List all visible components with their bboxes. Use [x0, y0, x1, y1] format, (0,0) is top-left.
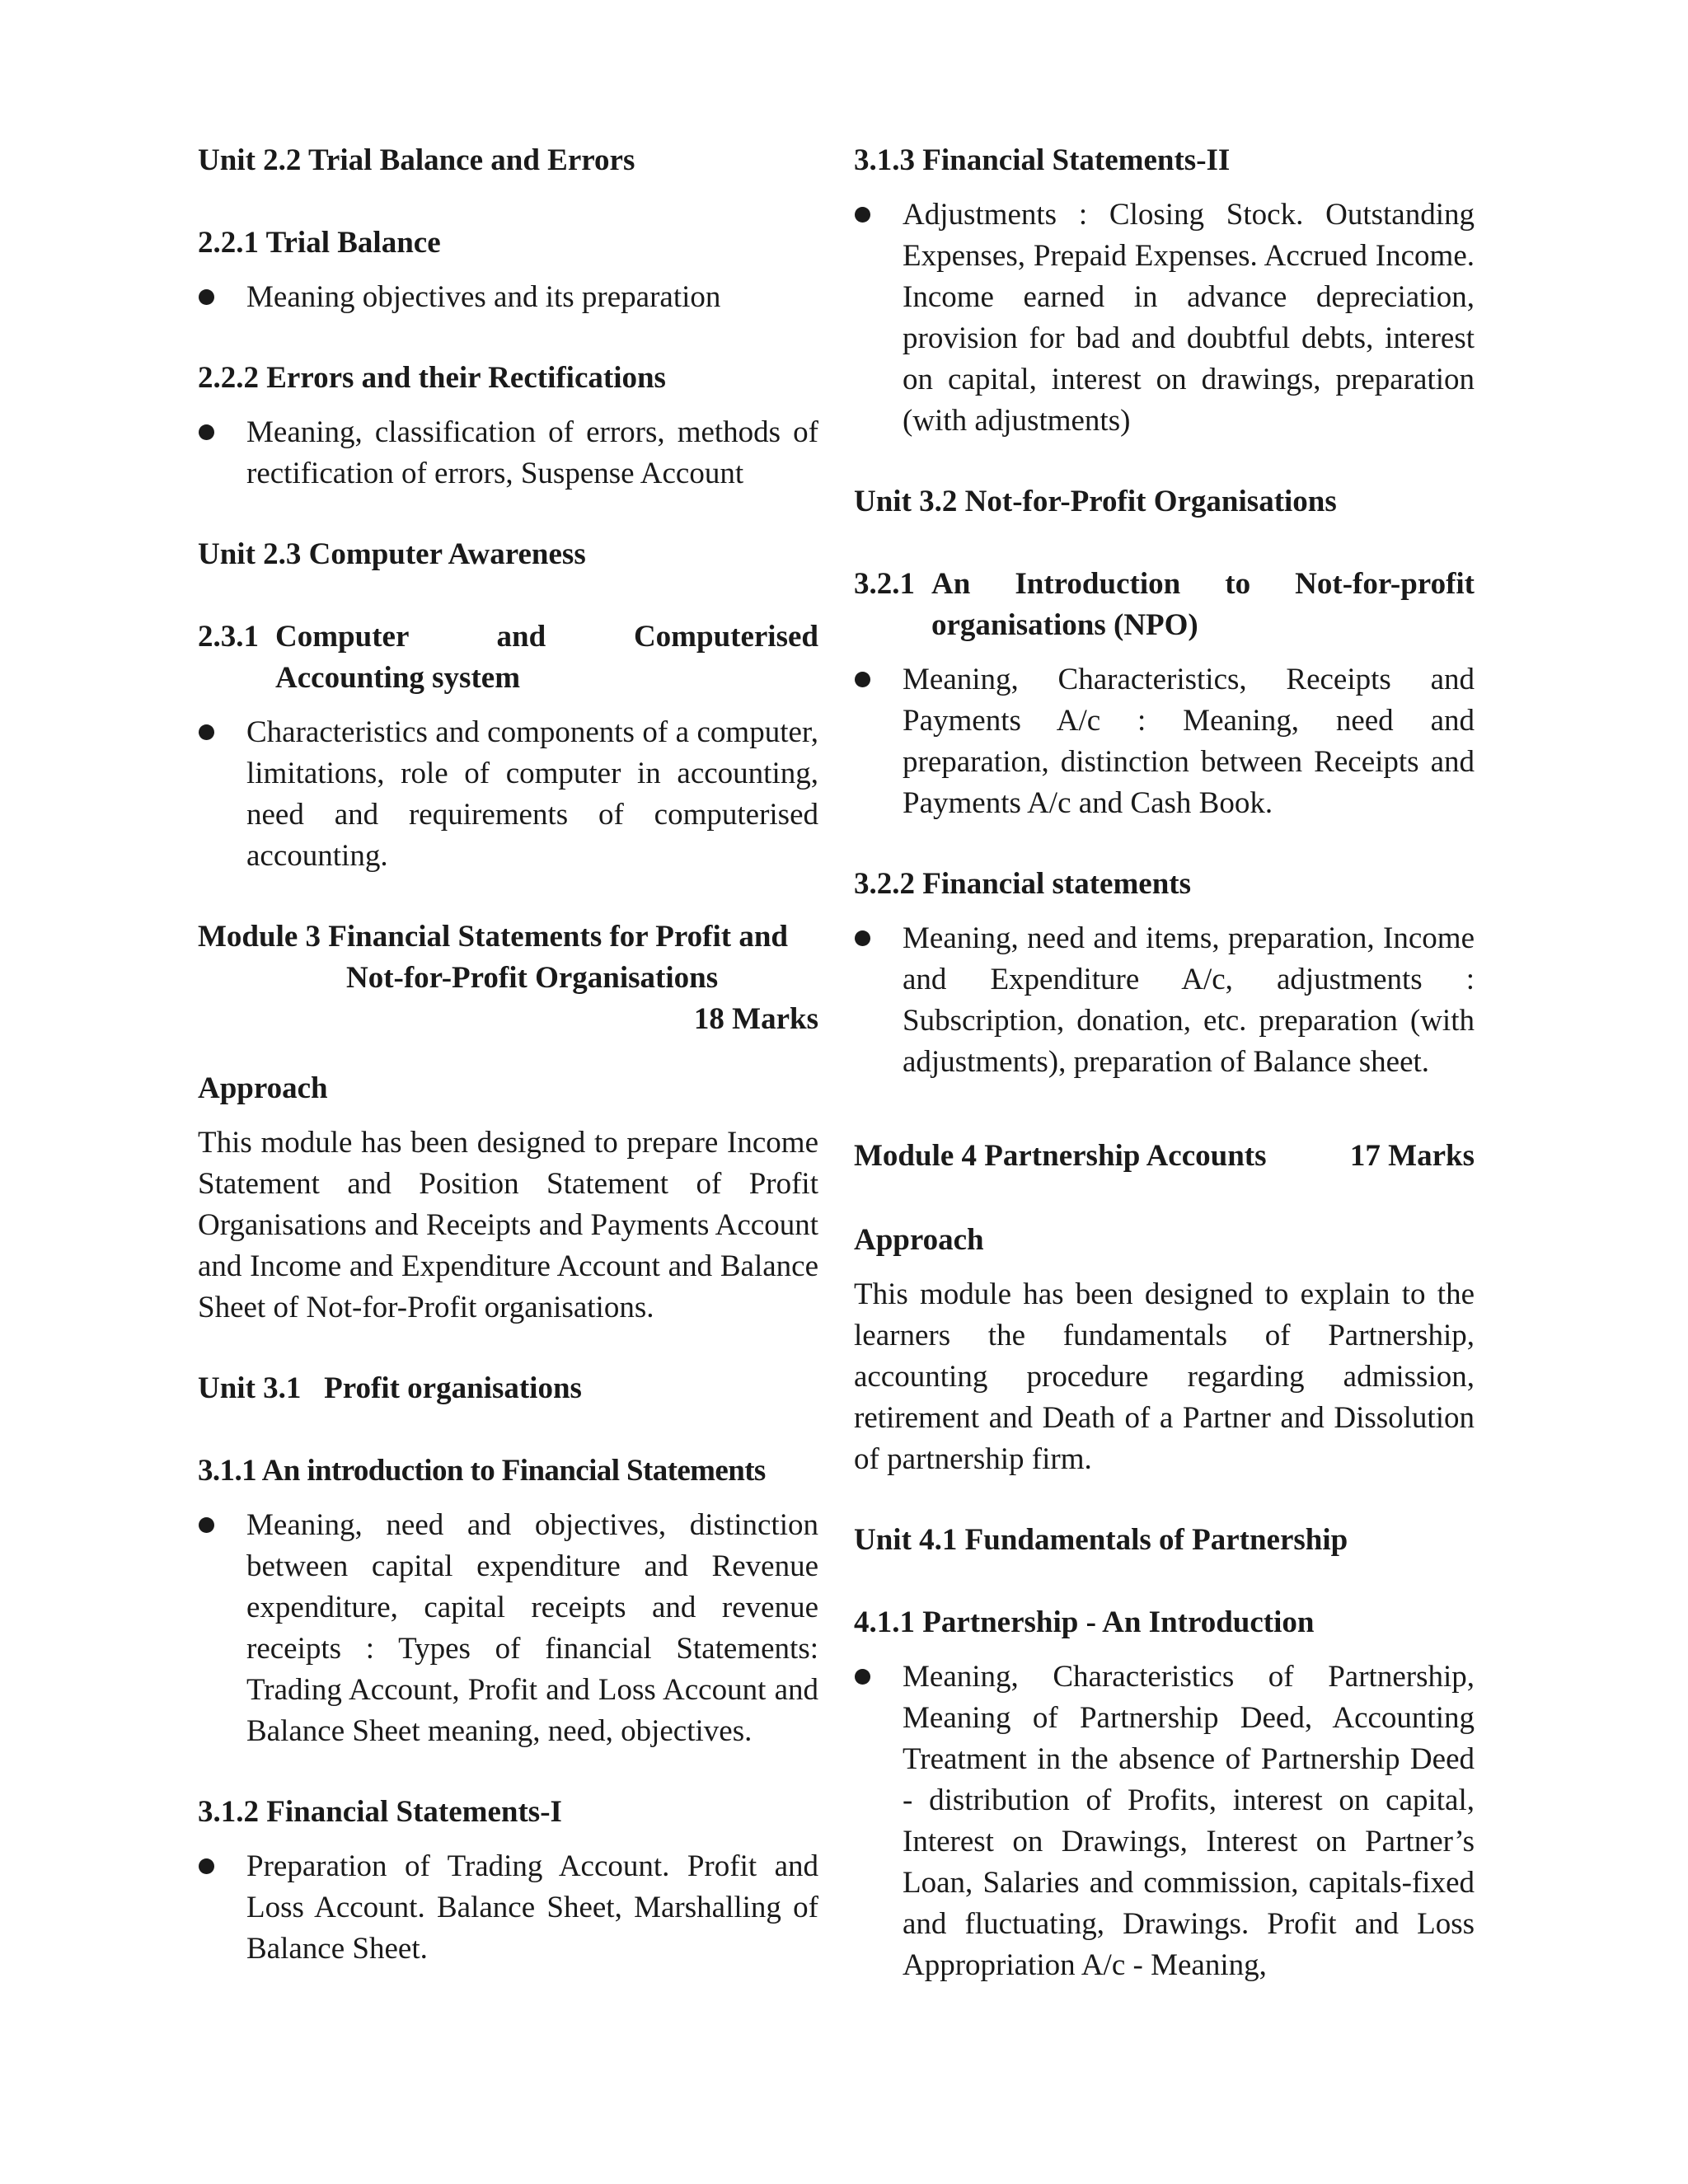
section-number: 2.3.1	[198, 620, 259, 654]
approach-paragraph: This module has been designed to explain to the learners the fundamentals of Partnership, accounting procedure regarding admission, retirement and Death of a Partner and Dissolution of partnership firm.	[854, 1277, 1475, 1476]
bullet-text: Meaning, need and items, preparation, Income and Expenditure A/c, adjustments : Subscription, donation, etc. preparation (with adjustments), preparation of Balance sheet.	[903, 921, 1475, 1079]
bullet-text: Adjustments : Closing Stock. Outstanding Expenses, Prepaid Expenses. Accrued Income. Income earned in advance depreciation, provision for bad and doubtful debts, interest on capital, interest on drawings, preparation (with adjustments)	[903, 198, 1475, 438]
bullet-4-1-1	[854, 1657, 1475, 1986]
module-title-line-1: Module 3 Financial Statements for Profit and	[198, 920, 788, 954]
bullet-text: Preparation of Trading Account. Profit and Loss Account. Balance Sheet, Marshalling of Balance Sheet.	[246, 1849, 818, 1966]
bullet-dot-icon	[855, 930, 870, 946]
section-3-1-2-heading: 3.1.2 Financial Statements-I	[198, 1795, 562, 1829]
bullet-3-1-2	[198, 1846, 818, 1970]
module-title: Module 4 Partnership Accounts	[854, 1139, 1267, 1173]
module-3-heading	[198, 916, 818, 1040]
module-marks: 17 Marks	[1349, 1139, 1475, 1173]
bullet-dot-icon	[199, 724, 214, 740]
section-title-line-1: Computer and Computerised	[275, 620, 818, 654]
approach-heading: Approach	[854, 1223, 984, 1257]
bullet-text: Meaning, Characteristics, Receipts and Payments A/c : Meaning, need and preparation, distinction between Receipts and Payments A/c and Cash Book.	[903, 663, 1475, 820]
right-column	[854, 140, 1475, 2026]
bullet-text: Meaning, classification of errors, methods of rectification of errors, Suspense Account	[246, 415, 818, 490]
bullet-text: Meaning, need and objectives, distinction between capital expenditure and Revenue expenditure, capital receipts and revenue receipts : Types of financial Statements: Trading Account, Profit and Loss Account and Balance Sheet meaning, need, objectives.	[246, 1508, 818, 1748]
section-3-1-3-heading: 3.1.3 Financial Statements-II	[854, 143, 1231, 177]
section-title-line-2: Accounting system	[275, 661, 521, 695]
approach-heading: Approach	[198, 1071, 328, 1105]
bullet-dot-icon	[199, 1858, 214, 1874]
section-4-1-1-heading: 4.1.1 Partnership - An Introduction	[854, 1605, 1315, 1639]
bullet-3-2-1	[854, 659, 1475, 824]
bullet-dot-icon	[199, 424, 214, 440]
section-2-3-1-heading	[198, 616, 818, 699]
bullet-dot-icon	[199, 289, 214, 305]
unit-3-2-heading: Unit 3.2 Not-for-Profit Organisations	[854, 485, 1337, 518]
bullet-dot-icon	[199, 1517, 214, 1533]
unit-2-3-heading: Unit 2.3 Computer Awareness	[198, 537, 586, 571]
unit-4-1-heading: Unit 4.1 Fundamentals of Partnership	[854, 1523, 1348, 1557]
bullet-2-2-2	[198, 412, 818, 494]
section-3-2-2-heading: 3.2.2 Financial statements	[854, 867, 1192, 901]
unit-3-1-heading	[198, 1368, 818, 1409]
section-3-2-1-heading	[854, 564, 1475, 646]
unit-title: Profit organisations	[324, 1371, 582, 1405]
bullet-3-2-2	[854, 918, 1475, 1083]
module-title-line-2: Not-for-Profit Organisations	[346, 961, 719, 995]
section-3-1-1-heading: 3.1.1 An introduction to Financial Statements	[198, 1454, 766, 1488]
bullet-text: Characteristics and components of a computer, limitations, role of computer in accounting, need and requirements of computerised accounting.	[246, 715, 818, 873]
section-title-line-2: organisations (NPO)	[931, 608, 1198, 642]
bullet-3-1-1	[198, 1505, 818, 1752]
bullet-2-2-1	[198, 277, 818, 318]
bullet-dot-icon	[855, 672, 870, 687]
section-2-2-2-heading: 2.2.2 Errors and their Rectifications	[198, 361, 666, 395]
bullet-3-1-3	[854, 194, 1475, 442]
bullet-text: Meaning objectives and its preparation	[246, 280, 721, 314]
bullet-dot-icon	[855, 1669, 870, 1685]
section-number: 3.2.1	[854, 567, 915, 601]
bullet-2-3-1	[198, 712, 818, 877]
module-4-heading	[854, 1136, 1475, 1177]
section-title-line-1: An Introduction to Not-for-profit	[931, 567, 1475, 601]
approach-paragraph: This module has been designed to prepare Income Statement and Position Statement of Profit Organisations and Receipts and Payments Account and Income and Expenditure Account and Balance Sheet of Not-for-Profit organisations.	[198, 1126, 818, 1324]
bullet-dot-icon	[855, 207, 870, 223]
left-column	[198, 140, 818, 2009]
unit-2-2-heading: Unit 2.2 Trial Balance and Errors	[198, 143, 635, 177]
unit-number: Unit 3.1	[198, 1371, 302, 1405]
section-2-2-1-heading: 2.2.1 Trial Balance	[198, 226, 441, 260]
bullet-text: Meaning, Characteristics of Partnership, Meaning of Partnership Deed, Accounting Treatment in the absence of Partnership Deed - distribution of Profits, interest on capital, Interest on Drawings, Interest on Partner’s Loan, Salaries and commission, capitals-fixed and fluctuating, Drawings. Profit and Loss Appropriation A/c - Meaning,	[903, 1660, 1475, 1982]
module-marks: 18 Marks	[693, 1002, 818, 1036]
